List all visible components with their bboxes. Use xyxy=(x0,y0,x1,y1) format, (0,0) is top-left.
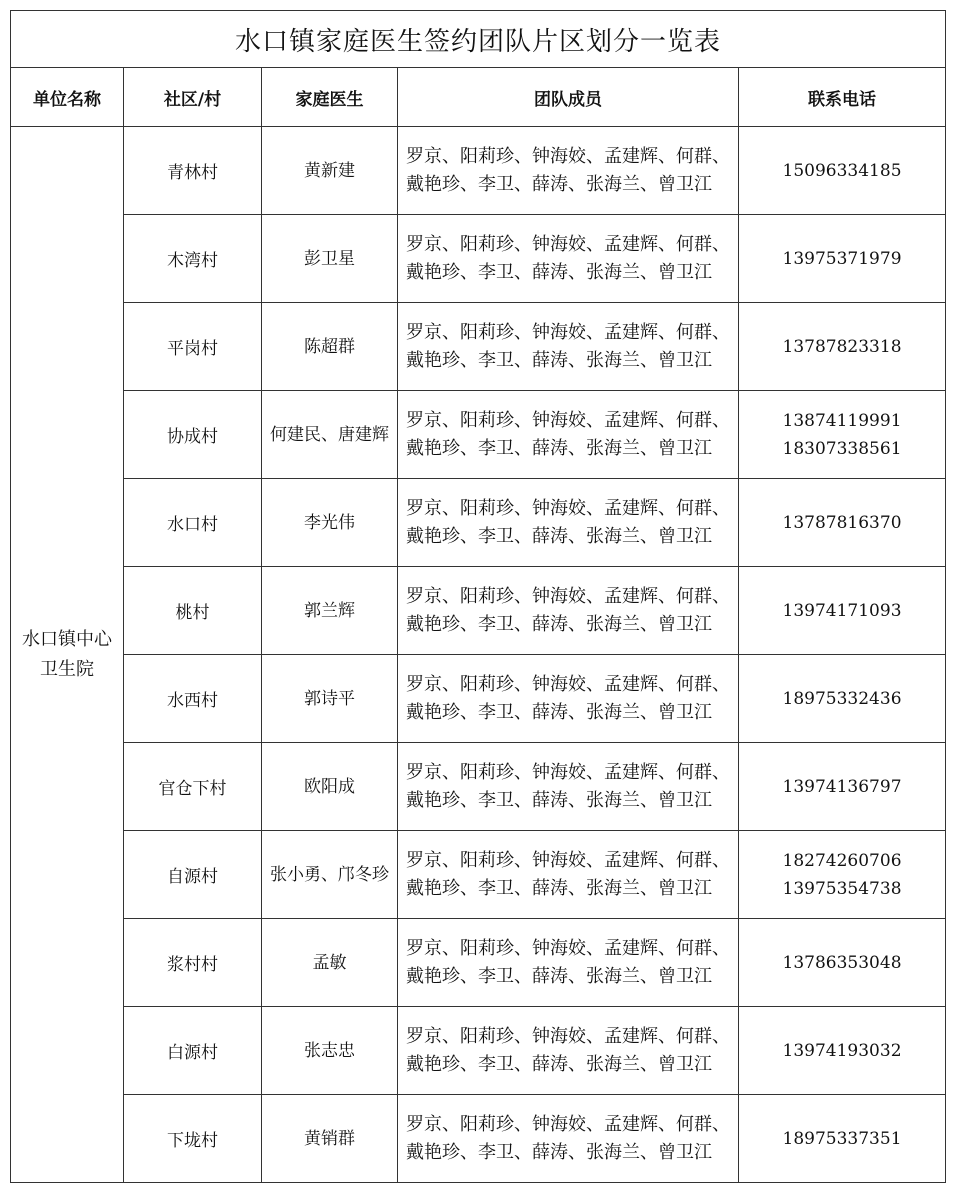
village-cell: 水口村 xyxy=(124,479,262,567)
doctor-name: 郭诗平 xyxy=(304,688,355,709)
phone-cell xyxy=(739,391,946,479)
phone-number: 13975354738 xyxy=(782,878,902,899)
village-cell: 协成村 xyxy=(124,391,262,479)
village-cell: 桃村 xyxy=(124,567,262,655)
unit-name-cell: 水口镇中心卫生院 xyxy=(11,127,124,1183)
doctor-name: 张小勇、邝冬珍 xyxy=(270,864,389,885)
doctor-name: 郭兰辉 xyxy=(304,600,355,621)
members-cell: 罗京、阳莉珍、钟海姣、孟建辉、何群、戴艳珍、李卫、薛涛、张海兰、曾卫江 xyxy=(398,831,739,919)
doctor-cell xyxy=(262,1007,398,1095)
table-title: 水口镇家庭医生签约团队片区划分一览表 xyxy=(11,11,946,68)
table-row xyxy=(11,479,946,567)
members-cell: 罗京、阳莉珍、钟海姣、孟建辉、何群、戴艳珍、李卫、薛涛、张海兰、曾卫江 xyxy=(398,1095,739,1183)
doctor-name: 李光伟 xyxy=(304,512,355,533)
doctor-name: 黄新建 xyxy=(304,160,355,181)
doctor-name: 彭卫星 xyxy=(304,248,355,269)
village-cell: 下垅村 xyxy=(124,1095,262,1183)
doctor-cell xyxy=(262,831,398,919)
table-row xyxy=(11,743,946,831)
members-cell: 罗京、阳莉珍、钟海姣、孟建辉、何群、戴艳珍、李卫、薛涛、张海兰、曾卫江 xyxy=(398,479,739,567)
village-cell: 浆村村 xyxy=(124,919,262,1007)
members-cell: 罗京、阳莉珍、钟海姣、孟建辉、何群、戴艳珍、李卫、薛涛、张海兰、曾卫江 xyxy=(398,215,739,303)
doctor-cell xyxy=(262,743,398,831)
doctor-name: 欧阳成 xyxy=(304,776,355,797)
doctor-cell xyxy=(262,919,398,1007)
header-unit: 单位名称 xyxy=(11,68,124,127)
members-cell: 罗京、阳莉珍、钟海姣、孟建辉、何群、戴艳珍、李卫、薛涛、张海兰、曾卫江 xyxy=(398,919,739,1007)
phone-number: 13974136797 xyxy=(782,776,902,797)
table-row xyxy=(11,567,946,655)
table-row xyxy=(11,303,946,391)
table-row xyxy=(11,127,946,215)
members-cell: 罗京、阳莉珍、钟海姣、孟建辉、何群、戴艳珍、李卫、薛涛、张海兰、曾卫江 xyxy=(398,1007,739,1095)
table-row xyxy=(11,215,946,303)
phone-cell xyxy=(739,567,946,655)
phone-number: 18274260706 xyxy=(782,850,902,871)
table-row xyxy=(11,1007,946,1095)
members-cell: 罗京、阳莉珍、钟海姣、孟建辉、何群、戴艳珍、李卫、薛涛、张海兰、曾卫江 xyxy=(398,303,739,391)
phone-number: 15096334185 xyxy=(782,160,902,181)
table-row xyxy=(11,919,946,1007)
phone-number: 13874119991 xyxy=(782,410,902,431)
table-row xyxy=(11,655,946,743)
phone-number: 13787816370 xyxy=(782,512,902,533)
table-row xyxy=(11,391,946,479)
phone-cell xyxy=(739,743,946,831)
phone-cell xyxy=(739,479,946,567)
phone-cell xyxy=(739,655,946,743)
phone-cell xyxy=(739,215,946,303)
phone-cell xyxy=(739,1095,946,1183)
phone-cell xyxy=(739,127,946,215)
members-cell: 罗京、阳莉珍、钟海姣、孟建辉、何群、戴艳珍、李卫、薛涛、张海兰、曾卫江 xyxy=(398,743,739,831)
members-cell: 罗京、阳莉珍、钟海姣、孟建辉、何群、戴艳珍、李卫、薛涛、张海兰、曾卫江 xyxy=(398,127,739,215)
phone-number: 18975337351 xyxy=(782,1128,902,1149)
header-village: 社区/村 xyxy=(124,68,262,127)
phone-cell xyxy=(739,919,946,1007)
phone-cell xyxy=(739,1007,946,1095)
doctor-cell xyxy=(262,655,398,743)
village-cell: 官仓下村 xyxy=(124,743,262,831)
table-row xyxy=(11,831,946,919)
table-row xyxy=(11,1095,946,1183)
phone-number: 13974171093 xyxy=(782,600,902,621)
doctor-cell xyxy=(262,215,398,303)
doctor-cell xyxy=(262,391,398,479)
doctor-name: 陈超群 xyxy=(304,336,355,357)
doctor-cell xyxy=(262,127,398,215)
members-cell: 罗京、阳莉珍、钟海姣、孟建辉、何群、戴艳珍、李卫、薛涛、张海兰、曾卫江 xyxy=(398,655,739,743)
phone-number: 13975371979 xyxy=(782,248,902,269)
phone-number: 13787823318 xyxy=(782,336,902,357)
phone-number: 13974193032 xyxy=(782,1040,902,1061)
members-cell: 罗京、阳莉珍、钟海姣、孟建辉、何群、戴艳珍、李卫、薛涛、张海兰、曾卫江 xyxy=(398,391,739,479)
village-cell: 平岗村 xyxy=(124,303,262,391)
village-cell: 自源村 xyxy=(124,831,262,919)
phone-number: 13786353048 xyxy=(782,952,902,973)
header-doctor: 家庭医生 xyxy=(262,68,398,127)
village-cell: 木湾村 xyxy=(124,215,262,303)
doctor-name: 黄销群 xyxy=(304,1128,355,1149)
village-cell: 白源村 xyxy=(124,1007,262,1095)
doctor-cell xyxy=(262,479,398,567)
doctor-name: 张志忠 xyxy=(304,1040,355,1061)
phone-cell xyxy=(739,303,946,391)
header-row xyxy=(11,68,946,127)
doctor-cell xyxy=(262,567,398,655)
members-cell: 罗京、阳莉珍、钟海姣、孟建辉、何群、戴艳珍、李卫、薛涛、张海兰、曾卫江 xyxy=(398,567,739,655)
village-cell: 青林村 xyxy=(124,127,262,215)
doctor-cell xyxy=(262,303,398,391)
header-members: 团队成员 xyxy=(398,68,739,127)
village-cell: 水西村 xyxy=(124,655,262,743)
doctor-cell xyxy=(262,1095,398,1183)
team-table xyxy=(10,10,946,1183)
doctor-name: 何建民、唐建辉 xyxy=(270,424,389,445)
doctor-name: 孟敏 xyxy=(312,952,347,973)
phone-number: 18307338561 xyxy=(782,438,902,459)
header-phone: 联系电话 xyxy=(739,68,946,127)
phone-number: 18975332436 xyxy=(782,688,902,709)
phone-cell xyxy=(739,831,946,919)
